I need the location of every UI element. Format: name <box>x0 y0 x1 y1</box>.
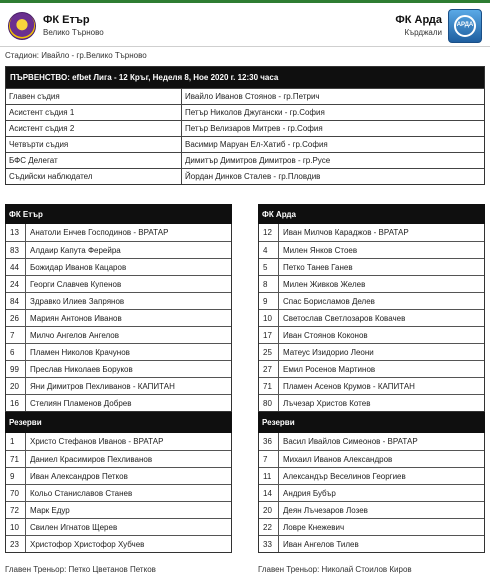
player-number: 20 <box>259 502 279 518</box>
player-name[interactable]: Деян Лъчезаров Лозев <box>283 505 368 515</box>
official-role: БФС Делегат <box>6 153 182 168</box>
player-name[interactable]: Христофор Христофор Хубчев <box>30 539 145 549</box>
official-row <box>6 152 484 168</box>
player-row[interactable] <box>259 309 484 326</box>
player-row[interactable] <box>6 326 231 343</box>
player-number: 27 <box>259 361 279 377</box>
official-role: Четвърти съдия <box>6 137 182 152</box>
home-team-logo <box>8 12 36 40</box>
player-name[interactable]: Свилен Игнатов Щерев <box>30 522 118 532</box>
player-number: 20 <box>6 378 26 394</box>
player-name[interactable]: Марк Едур <box>30 505 70 515</box>
away-team[interactable] <box>395 9 482 43</box>
player-row[interactable] <box>6 535 231 552</box>
player-row[interactable] <box>6 224 231 241</box>
player-name[interactable]: Стелиян Пламенов Добрев <box>30 398 132 408</box>
player-name[interactable]: Алдаир Капута Ферейра <box>30 245 121 255</box>
player-number: 7 <box>6 327 26 343</box>
player-number: 25 <box>259 344 279 360</box>
official-row <box>6 120 484 136</box>
player-row[interactable] <box>259 241 484 258</box>
player-number: 4 <box>259 242 279 258</box>
player-row[interactable] <box>259 518 484 535</box>
player-number: 9 <box>6 468 26 484</box>
official-name: Йордан Динков Сталев - гр.Пловдив <box>185 172 321 181</box>
player-number: 72 <box>6 502 26 518</box>
player-number: 9 <box>259 293 279 309</box>
player-row[interactable] <box>6 360 231 377</box>
player-row[interactable] <box>259 292 484 309</box>
player-name[interactable]: Анатоли Енчев Господинов - ВРАТАР <box>30 228 169 237</box>
player-name[interactable]: Георги Славчев Купенов <box>30 279 122 289</box>
player-number: 13 <box>6 224 26 241</box>
player-number: 17 <box>259 327 279 343</box>
player-number: 5 <box>259 259 279 275</box>
player-number: 10 <box>259 310 279 326</box>
match-header <box>0 3 490 46</box>
official-role: Асистент съдия 1 <box>6 105 182 120</box>
player-row[interactable] <box>6 258 231 275</box>
player-name[interactable]: Божидар Иванов Кацаров <box>30 262 127 272</box>
home-lineup <box>5 204 232 553</box>
official-row <box>6 88 484 104</box>
player-row[interactable] <box>259 501 484 518</box>
player-name[interactable]: Преслав Николаев Боруков <box>30 364 133 374</box>
player-row[interactable] <box>259 258 484 275</box>
player-name[interactable]: Даниел Красимиров Пехливанов <box>30 454 153 464</box>
official-name: Ивайло Иванов Стоянов - гр.Петрич <box>185 92 320 101</box>
official-name: Петър Велизаров Митрев - гр.София <box>185 124 323 133</box>
player-row[interactable] <box>6 292 231 309</box>
player-number: 11 <box>259 468 279 484</box>
official-name: Васимир Маруан Ел-Хатиб - гр.София <box>185 140 328 149</box>
player-row[interactable] <box>6 467 231 484</box>
player-number: 70 <box>6 485 26 501</box>
home-starters-list <box>5 224 232 412</box>
player-row[interactable] <box>259 275 484 292</box>
player-number: 80 <box>259 395 279 411</box>
player-row[interactable] <box>259 433 484 450</box>
player-number: 24 <box>6 276 26 292</box>
player-row[interactable] <box>259 326 484 343</box>
player-row[interactable] <box>6 450 231 467</box>
player-row[interactable] <box>259 484 484 501</box>
away-lineup-title: ФК Арда <box>258 204 485 224</box>
player-row[interactable] <box>6 343 231 360</box>
official-row <box>6 168 484 184</box>
home-team-name[interactable]: ФК Етър <box>43 14 90 26</box>
player-name[interactable]: Яни Димитров Пехливанов - КАПИТАН <box>30 381 175 391</box>
player-name[interactable]: Пламен Николов Крачунов <box>30 347 130 357</box>
match-officials-table <box>5 66 485 185</box>
player-number: 10 <box>6 519 26 535</box>
home-subs-list <box>5 433 232 553</box>
player-row[interactable] <box>259 360 484 377</box>
official-role: Главен съдия <box>6 89 182 104</box>
player-number: 84 <box>6 293 26 309</box>
player-number: 16 <box>6 395 26 411</box>
official-row <box>6 136 484 152</box>
player-name[interactable]: Мариян Антонов Иванов <box>30 313 122 323</box>
player-row[interactable] <box>259 467 484 484</box>
player-row[interactable] <box>6 484 231 501</box>
stadium-label: Стадион: Ивайло - гр.Велико Търново <box>5 51 147 60</box>
player-row[interactable] <box>259 450 484 467</box>
player-row[interactable] <box>6 241 231 258</box>
player-row[interactable] <box>6 518 231 535</box>
player-name[interactable]: Михаил Иванов Александров <box>283 454 393 464</box>
player-name[interactable]: Здравко Илиев Запрянов <box>30 296 125 306</box>
player-name[interactable]: Милчо Ангелов Ангелов <box>30 330 119 340</box>
player-name[interactable]: Пламен Асенов Крумов - КАПИТАН <box>283 381 415 391</box>
away-team-name[interactable]: ФК Арда <box>395 14 442 26</box>
home-coach: Главен Треньор: Петко Цветанов Петков <box>5 565 156 574</box>
header-divider <box>0 46 490 47</box>
competition-title: ПЪРВЕНСТВО: efbet Лига - 12 Кръг, Неделя 8, Ное 2020 г. 12:30 часа <box>6 67 484 88</box>
player-number: 22 <box>259 519 279 535</box>
home-team-city: Велико Търново <box>43 28 104 37</box>
player-name[interactable]: Иван Милчов Караджов - ВРАТАР <box>283 228 409 237</box>
player-name[interactable]: Лъчезар Христов Котев <box>283 398 371 408</box>
player-number: 23 <box>6 536 26 552</box>
player-name[interactable]: Иван Александров Петков <box>30 471 128 481</box>
player-row[interactable] <box>259 343 484 360</box>
player-number: 1 <box>6 433 26 450</box>
away-team-logo <box>448 9 482 43</box>
player-row[interactable] <box>259 535 484 552</box>
player-name[interactable]: Иван Стоянов Кокoнов <box>283 330 368 340</box>
player-number: 12 <box>259 224 279 241</box>
player-row[interactable] <box>259 224 484 241</box>
away-team-city: Кърджали <box>404 28 442 37</box>
player-name[interactable]: Ловре Кнежевич <box>283 522 345 532</box>
player-number: 36 <box>259 433 279 450</box>
official-name: Петър Николов Джугански - гр.София <box>185 108 325 117</box>
official-row <box>6 104 484 120</box>
home-team[interactable] <box>8 9 104 43</box>
home-lineup-title: ФК Етър <box>5 204 232 224</box>
player-name[interactable]: Александър Веселинов Георгиев <box>283 471 406 481</box>
player-name[interactable]: Милен Живков Желев <box>283 279 366 289</box>
player-number: 6 <box>6 344 26 360</box>
player-name[interactable]: Милен Янков Стоев <box>283 245 358 255</box>
away-starters-list <box>258 224 485 412</box>
player-name[interactable]: Васил Ивайлов Симеонов - ВРАТАР <box>283 437 418 446</box>
player-name[interactable]: Емил Росенов Мартинов <box>283 364 376 374</box>
player-number: 83 <box>6 242 26 258</box>
player-number: 44 <box>6 259 26 275</box>
player-number: 71 <box>259 378 279 394</box>
away-lineup <box>258 204 485 553</box>
player-number: 26 <box>6 310 26 326</box>
player-name[interactable]: Петко Танев Ганев <box>283 262 353 272</box>
player-row[interactable] <box>259 394 484 411</box>
player-row[interactable] <box>6 433 231 450</box>
away-subs-title: Резерви <box>258 412 485 433</box>
player-name[interactable]: Кольо Станиславов Станев <box>30 488 133 498</box>
player-number: 7 <box>259 451 279 467</box>
player-row[interactable] <box>6 309 231 326</box>
away-coach: Главен Треньор: Николай Стоилов Киров <box>258 565 412 574</box>
player-row[interactable] <box>259 377 484 394</box>
player-row[interactable] <box>6 394 231 411</box>
player-number: 99 <box>6 361 26 377</box>
player-number: 33 <box>259 536 279 552</box>
player-name[interactable]: Иван Ангелов Тилев <box>283 539 359 549</box>
player-row[interactable] <box>6 275 231 292</box>
player-name[interactable]: Христо Стефанов Иванов - ВРАТАР <box>30 437 164 446</box>
home-subs-title: Резерви <box>5 412 232 433</box>
player-row[interactable] <box>6 377 231 394</box>
player-number: 71 <box>6 451 26 467</box>
player-name[interactable]: Матеус Изидорио Леони <box>283 347 374 357</box>
player-number: 8 <box>259 276 279 292</box>
player-number: 14 <box>259 485 279 501</box>
official-role: Съдийски наблюдател <box>6 169 182 184</box>
player-name[interactable]: Светослав Светлозаров Ковачев <box>283 313 406 323</box>
player-name[interactable]: Андрия Бубър <box>283 488 336 498</box>
official-name: Димитър Димитров Димитров - гр.Русе <box>185 156 331 165</box>
away-logo-text: АРДА <box>456 22 474 28</box>
player-name[interactable]: Спас Борисламов Делев <box>283 296 375 306</box>
official-role: Асистент съдия 2 <box>6 121 182 136</box>
away-subs-list <box>258 433 485 553</box>
player-row[interactable] <box>6 501 231 518</box>
